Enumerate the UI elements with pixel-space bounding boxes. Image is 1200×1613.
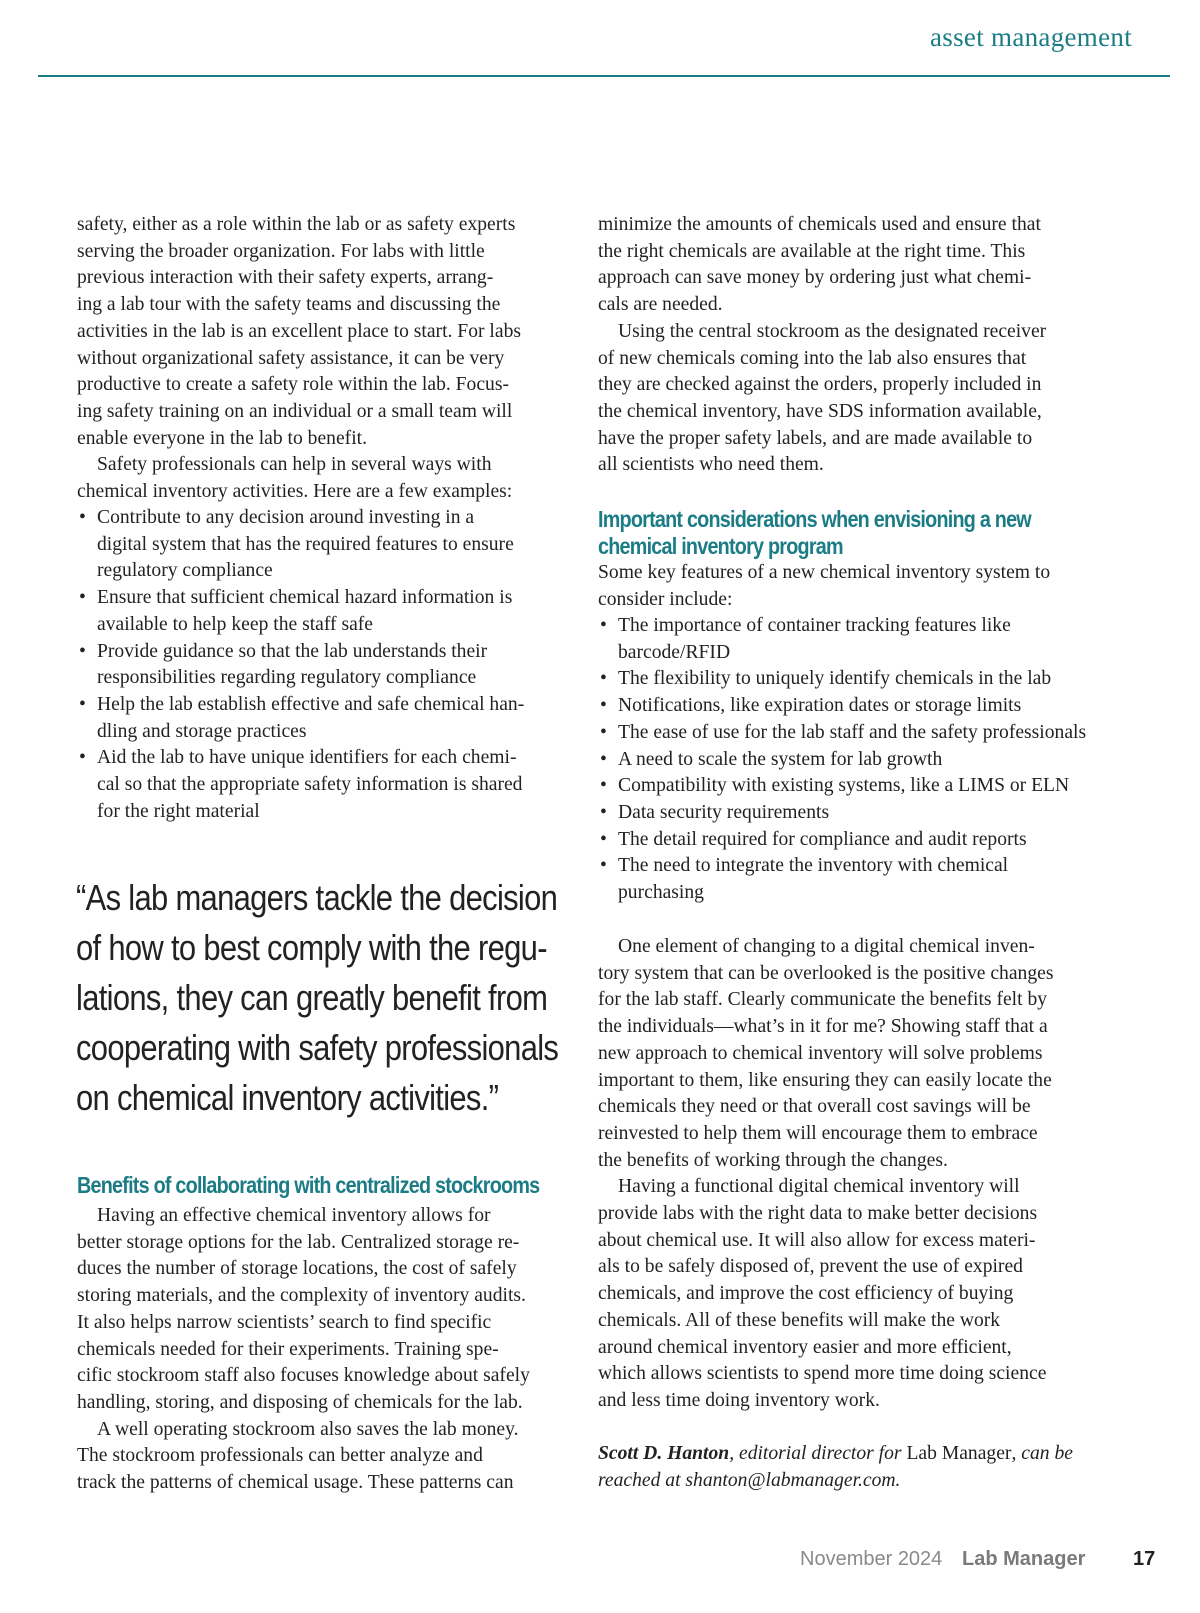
text-line: which allows scientists to spend more time doing science <box>598 1363 1047 1385</box>
text-line: One element of changing to a digital chemical inven- <box>618 936 1035 957</box>
text-line: cals are needed. <box>598 294 723 316</box>
text-line: Using the central stockroom as the designated receiver <box>618 320 1047 342</box>
text-line: Some key features of a new chemical inventory system to <box>598 562 1051 583</box>
bullet-text: Compatibility with existing systems, like a LIMS or ELN <box>618 775 1070 797</box>
text-line: chemicals. All of these benefits will make the work <box>598 1309 1001 1331</box>
bullet-icon: • <box>600 695 607 717</box>
bullet-item <box>598 827 1108 854</box>
bullet-row <box>77 692 577 719</box>
text-line: “As lab managers tackle the decision <box>76 877 558 918</box>
bullet-text: digital system that has the required features to ensure <box>97 533 514 555</box>
right-top <box>598 212 1108 479</box>
bullet-icon: • <box>600 668 607 690</box>
text-line: lations, they can greatly benefit from <box>76 977 548 1018</box>
text-line: provide labs with the right data to make better decisions <box>598 1203 1038 1225</box>
text-line: Having a functional digital chemical inventory will <box>618 1176 1020 1198</box>
text-line: previous interaction with their safety experts, arrang- <box>77 267 494 289</box>
text-line: tory system that can be overlooked is the positive changes <box>598 962 1054 984</box>
bullet-row <box>77 585 577 612</box>
text-line: consider include: <box>598 588 733 610</box>
bullet-text: responsibilities regarding regulatory compliance <box>97 667 477 689</box>
left-para2 <box>77 452 577 505</box>
bullet-item <box>77 745 577 825</box>
bullet-item <box>77 505 577 585</box>
text-line: of how to best comply with the regu- <box>76 927 547 968</box>
text-line: handling, storing, and disposing of chemicals for the lab. <box>77 1391 523 1413</box>
bullet-icon: • <box>600 775 607 797</box>
text-line: enable everyone in the lab to benefit. <box>77 427 367 449</box>
text-line: they are checked against the orders, properly included in <box>598 374 1042 396</box>
bullet-row <box>598 827 1108 854</box>
text-line: It also helps narrow scientists’ search to find specific <box>77 1311 492 1333</box>
text-line: the benefits of working through the changes. <box>598 1149 948 1171</box>
text-line: minimize the amounts of chemicals used and ensure that <box>598 214 1041 235</box>
text-line: all scientists who need them. <box>598 454 824 476</box>
footer-magazine: Lab Manager <box>962 1548 1086 1570</box>
bullet-text: purchasing <box>618 882 704 904</box>
text-line: chemicals, and improve the cost efficiency of buying <box>598 1283 1014 1305</box>
bullet-item <box>77 639 577 692</box>
text-line: around chemical inventory easier and more efficient, <box>598 1336 1012 1358</box>
bullet-item <box>598 613 1108 666</box>
bullet-icon: • <box>79 693 86 715</box>
text-line: duces the number of storage locations, the cost of safely <box>77 1258 517 1280</box>
section-heading-considerations <box>598 506 1037 560</box>
text-line: Having an effective chemical inventory allows for <box>97 1205 491 1226</box>
bullet-icon: • <box>600 615 607 636</box>
bullet-text: Aid the lab to have unique identifiers for each chemi- <box>97 747 517 769</box>
bullet-icon: • <box>600 828 607 850</box>
text-line: and less time doing inventory work. <box>598 1389 880 1411</box>
bullet-row <box>77 505 577 532</box>
text-line: The stockroom professionals can better analyze and <box>77 1445 483 1467</box>
bullet-text: cal so that the appropriate safety information is shared <box>97 774 523 796</box>
text-line: approach can save money by ordering just what chemi- <box>598 267 1032 289</box>
bullet-item <box>598 773 1108 800</box>
text-line: als to be safely disposed of, prevent the use of expired <box>598 1256 1023 1278</box>
bullet-item <box>598 720 1108 747</box>
text-line: on chemical inventory activities.” <box>76 1077 499 1118</box>
header-rule <box>38 75 1170 77</box>
bullet-text: Notifications, like expiration dates or storage limits <box>618 695 1022 717</box>
bullet-icon: • <box>600 748 607 770</box>
bullet-text: Data security requirements <box>618 801 830 823</box>
text-line: the individuals—what’s in it for me? Showing staff that a <box>598 1016 1048 1038</box>
text-line: serving the broader organization. For labs with little <box>77 240 485 262</box>
text-line: chemical inventory program <box>598 533 843 559</box>
section-heading-stockrooms: Benefits of collaborating with centralized stockrooms <box>77 1172 540 1198</box>
bullet-row <box>598 747 1108 774</box>
bullet-text: regulatory compliance <box>97 560 273 582</box>
bullet-text: The flexibility to uniquely identify chemicals in the lab <box>618 668 1052 690</box>
bullet-text: barcode/RFID <box>618 641 731 663</box>
author-contact: reached at shanton@labmanager.com. <box>598 1469 901 1491</box>
text-line: ing a lab tour with the safety teams and discussing the <box>77 294 501 316</box>
text-line: about chemical use. It will also allow for excess materi- <box>598 1229 1036 1251</box>
text-line: safety, either as a role within the lab or as safety experts <box>77 214 516 235</box>
author-name: Scott D. Hanton <box>598 1443 730 1464</box>
author-tail: , can be <box>1011 1443 1073 1464</box>
bullet-row <box>598 693 1108 720</box>
bullet-row <box>598 853 1108 880</box>
bullet-item <box>598 800 1108 827</box>
right-intro <box>598 560 1108 613</box>
footer-date: November 2024 <box>800 1548 943 1570</box>
bullet-text: The need to integrate the inventory with chemical <box>618 855 1009 877</box>
text-line: chemical inventory activities. Here are a few examples: <box>77 480 513 502</box>
pull-quote <box>76 873 558 1123</box>
publication-name: Lab Manager <box>906 1443 1012 1464</box>
text-line: Important considerations when envisioning a new <box>598 506 1031 532</box>
bullet-text: The ease of use for the lab staff and the safety professionals <box>618 721 1087 743</box>
text-line: have the proper safety labels, and are made available to <box>598 427 1033 449</box>
bullet-text: Provide guidance so that the lab understands their <box>97 640 488 662</box>
text-line: activities in the lab is an excellent place to start. For labs <box>77 320 521 342</box>
section-label: asset management <box>930 22 1132 52</box>
left-intro <box>77 212 577 452</box>
text-line: track the patterns of chemical usage. These patterns can <box>77 1472 514 1494</box>
bullet-row <box>598 613 1108 640</box>
bullet-row <box>77 639 577 666</box>
text-line: chemicals they need or that overall cost savings will be <box>598 1096 1031 1118</box>
bullet-icon: • <box>600 801 607 823</box>
bullet-text: The detail required for compliance and audit reports <box>618 828 1027 850</box>
bullet-item <box>598 747 1108 774</box>
text-line: chemicals needed for their experiments. Training spe- <box>77 1338 499 1360</box>
text-line: cooperating with safety professionals <box>76 1027 559 1068</box>
text-line: A well operating stockroom also saves the lab money. <box>97 1418 519 1440</box>
left-bullet-list <box>77 505 577 825</box>
bullet-icon: • <box>79 587 86 609</box>
bullet-item <box>77 585 577 638</box>
bullet-text: The importance of container tracking features like <box>618 615 1011 636</box>
bullet-text: Help the lab establish effective and safe chemical han- <box>97 693 525 715</box>
text-line: important to them, like ensuring they can easily locate the <box>598 1069 1052 1091</box>
bullet-row <box>598 666 1108 693</box>
text-line: of new chemicals coming into the lab also ensures that <box>598 347 1027 369</box>
bullet-item <box>598 666 1108 693</box>
text-line: for the lab staff. Clearly communicate the benefits felt by <box>598 989 1048 1011</box>
text-line: better storage options for the lab. Centralized storage re- <box>77 1231 520 1253</box>
text-line: new approach to chemical inventory will solve problems <box>598 1042 1043 1064</box>
left-body <box>77 1203 577 1497</box>
bullet-text: for the right material <box>97 800 260 822</box>
bullet-icon: • <box>79 640 86 662</box>
bullet-item <box>77 692 577 745</box>
text-line: the right chemicals are available at the right time. This <box>598 240 1026 262</box>
bullet-text: A need to scale the system for lab growth <box>618 748 943 770</box>
page-number: 17 <box>1133 1548 1156 1570</box>
author-signature <box>598 1441 1108 1494</box>
bullet-text: Ensure that sufficient chemical hazard information is <box>97 587 513 609</box>
right-closing <box>598 934 1108 1415</box>
bullet-icon: • <box>600 855 607 877</box>
text-line: productive to create a safety role within the lab. Focus- <box>77 374 510 396</box>
bullet-row <box>598 773 1108 800</box>
text-line: without organizational safety assistance, it can be very <box>77 347 505 369</box>
text-line: the chemical inventory, have SDS information available, <box>598 400 1042 422</box>
text-line: reinvested to help them will encourage them to embrace <box>598 1122 1038 1144</box>
text-line: cific stockroom staff also focuses knowledge about safely <box>77 1365 530 1387</box>
bullet-icon: • <box>79 747 86 769</box>
right-bullet-list <box>598 613 1108 907</box>
bullet-item <box>598 853 1108 906</box>
bullet-text: Contribute to any decision around investing in a <box>97 507 475 528</box>
text-line: ing safety training on an individual or a small team will <box>77 400 513 422</box>
bullet-text: dling and storage practices <box>97 720 307 742</box>
bullet-icon: • <box>600 721 607 743</box>
bullet-row <box>598 800 1108 827</box>
bullet-row <box>598 720 1108 747</box>
bullet-text: available to help keep the staff safe <box>97 613 374 635</box>
bullet-item <box>598 693 1108 720</box>
text-line: Safety professionals can help in several ways with <box>97 454 492 475</box>
bullet-icon: • <box>79 507 86 528</box>
author-role: , editorial director for <box>729 1443 907 1464</box>
text-line: storing materials, and the complexity of inventory audits. <box>77 1285 526 1307</box>
bullet-row <box>77 745 577 772</box>
